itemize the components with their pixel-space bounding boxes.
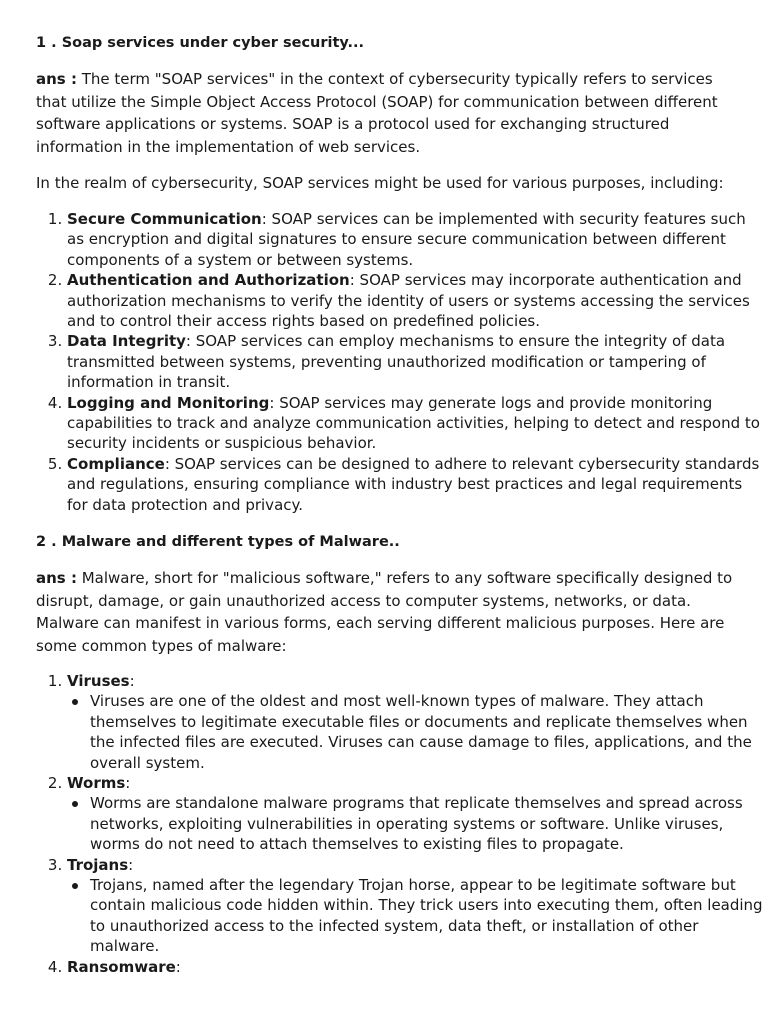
list-item-term: Worms: [67, 774, 126, 793]
sub-list-item: Trojans, named after the legendary Trojan horse, appear to be legitimate software but contain malicious code hidden within. They trick users into executing them, often leading to unauthorized access to the infected system, data theft, or installation of other malware.: [90, 876, 763, 956]
answer-label: ans :: [36, 569, 77, 587]
list-item: [67, 270, 763, 331]
list-item-term: Secure Communication: [67, 210, 262, 228]
list-item-text: : SOAP services can employ mechanisms to ensure the integrity of data transmitted between systems, preventing unauthorized modification or tampering of information in transit.: [67, 332, 726, 392]
list-item-text: : SOAP services may generate logs and provide monitoring capabilities to track and analyze communication activities, helping to detect and respond to security incidents or suspicious behavior.: [67, 393, 760, 453]
answer-1-text: The term "SOAP services" in the context of cybersecurity typically refers to services that utilize the Simple Object Access Protocol (SOAP) for communication between different software applications or systems. SOAP is a protocol used for exchanging structured information in the implementation of web services.: [36, 70, 718, 156]
list-item: [67, 393, 763, 454]
list-item: [67, 957, 763, 977]
list-item-text: : SOAP services can be designed to adhere to relevant cybersecurity standards and regulations, ensuring compliance with industry best practices and legal requirements for data protection and privacy.: [67, 454, 760, 514]
sub-list-item: Viruses are one of the oldest and most well-known types of malware. They attach themselves to legitimate executable files or documents and replicate themselves when the infected files are executed. Viruses can cause damage to files, applications, and the overall system.: [90, 691, 763, 773]
list-item-term: Ransomware: [67, 957, 176, 976]
answer-2-paragraph: [36, 567, 736, 657]
list-item-suffix: :: [125, 774, 131, 793]
list-item-term: Data Integrity: [67, 332, 186, 351]
list-item: [67, 331, 763, 392]
list-item-term: Authentication and Authorization: [67, 271, 350, 290]
section-1-intro: In the realm of cybersecurity, SOAP services might be used for various purposes, including:: [36, 174, 724, 192]
list-item-term: Logging and Monitoring: [67, 393, 270, 412]
question-2-title: 2 . Malware and different types of Malware..: [36, 534, 400, 550]
answer-2-text: Malware, short for "malicious software," refers to any software specifically designed to disrupt, damage, or gain unauthorized access to computer systems, networks, or data. Malware can manifest in various forms, each serving different malicious purposes. Here are some common types of malware:: [36, 569, 733, 655]
list-item-text: : SOAP services may incorporate authentication and authorization mechanisms to verify the identity of users or systems accessing the services and to control their access rights based on predefined policies.: [67, 271, 750, 331]
list-item-suffix: :: [128, 855, 134, 874]
list-item: [67, 855, 763, 957]
sub-list-item: Worms are standalone malware programs that replicate themselves and spread across networks, exploiting vulnerabilities in operating systems or software. Unlike viruses, worms do not need to attach themselves to existing files to propagate.: [90, 793, 763, 854]
question-1-title: 1 . Soap services under cyber security...: [36, 35, 365, 51]
soap-purposes-list: [36, 209, 763, 515]
list-item-term: Viruses: [67, 672, 130, 690]
list-item-term: Compliance: [67, 454, 165, 473]
list-item-text: : SOAP services can be implemented with security features such as encryption and digital signatures to ensure secure communication between different components of a system or between systems.: [67, 210, 746, 269]
list-item: [67, 454, 763, 515]
list-item-term: Trojans: [67, 855, 129, 874]
sub-list: [67, 691, 763, 773]
answer-label: ans :: [36, 70, 77, 88]
list-item-suffix: :: [129, 672, 135, 690]
sub-list: [67, 875, 763, 957]
list-item: [67, 671, 763, 773]
sub-list: [67, 793, 763, 854]
answer-1-paragraph: [36, 68, 736, 158]
list-item: [67, 209, 763, 270]
list-item: [67, 773, 763, 855]
list-item-suffix: :: [175, 957, 181, 976]
malware-types-list: [36, 671, 763, 977]
